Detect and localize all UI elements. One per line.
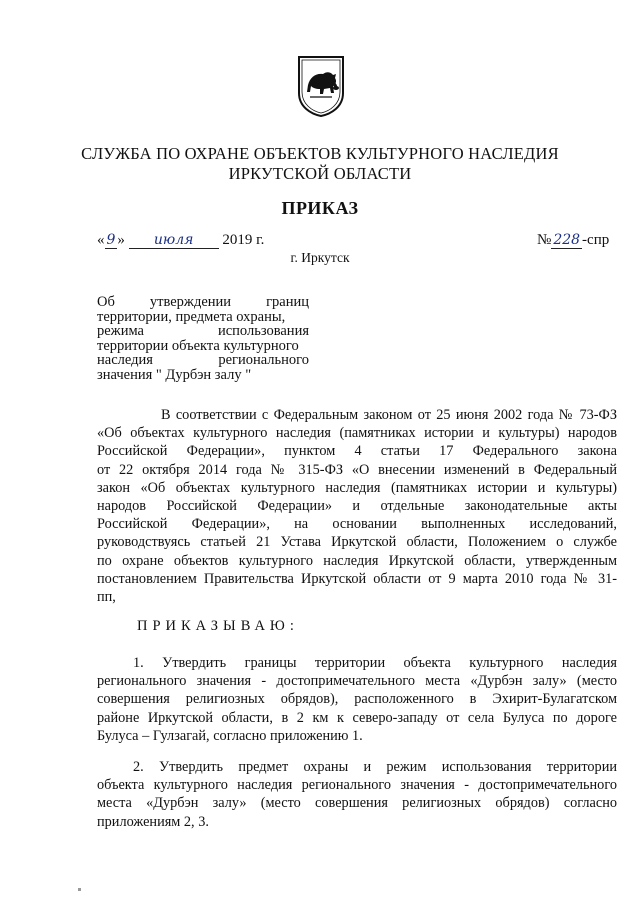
text-line: приложениям 2, 3. <box>97 813 209 830</box>
preamble-paragraph <box>97 406 617 606</box>
document-subject <box>97 295 309 382</box>
date-quote-open: « <box>97 232 105 248</box>
text-line: места «Дурбэн залу» (место совершения религиозных обрядов) согласно <box>97 795 617 812</box>
text-line: постановлением Правительства Иркутской области от 9 марта 2010 года № 31- <box>97 570 617 587</box>
date-day-handwritten: 9 <box>106 232 116 248</box>
subject-line: наследия регионального <box>97 352 309 368</box>
date-quote-close: » <box>117 232 125 248</box>
coat-of-arms-icon <box>296 55 346 117</box>
date-month-handwritten: июля <box>129 232 219 249</box>
document-number <box>537 232 609 249</box>
order-item-2 <box>97 758 617 831</box>
scan-dot <box>78 888 81 891</box>
number-handwritten: 228 <box>553 232 581 248</box>
organization-name-line1: СЛУЖБА ПО ОХРАНЕ ОБЪЕКТОВ КУЛЬТУРНОГО НАСЛЕДИЯ <box>81 144 559 163</box>
subject-line: режима использования <box>97 323 309 339</box>
subject-line: территории объекта культурного <box>97 337 299 354</box>
text-line: Булуса – Гулзагай, согласно приложению 1. <box>97 727 363 744</box>
number-prefix: № <box>537 232 552 248</box>
text-line: районе Иркутской области, в 2 км к северо-западу от села Булуса по дороге <box>97 709 617 726</box>
document-city: г. Иркутск <box>290 250 350 265</box>
subject-line: значения " Дурбэн залу " <box>97 366 252 383</box>
text-line: пп, <box>97 588 116 605</box>
text-line: 1. Утвердить границы территории объекта культурного наследия <box>133 655 617 671</box>
text-line: 2. Утвердить предмет охраны и режим использования территории <box>133 759 617 775</box>
text-line: «Об объектах культурного наследия (памятниках истории и культуры) народов <box>97 425 617 442</box>
date-year: 2019 г. <box>222 232 265 248</box>
text-line: руководствуясь статьей 21 Устава Иркутской области, Положением о службе <box>97 534 617 551</box>
text-line: закон «Об объектах культурного наследия (памятниках истории и культуры) <box>97 479 617 496</box>
number-suffix: -спр <box>582 232 610 248</box>
text-line: Российской Федерации», на основании выполненных исследований, <box>97 516 617 533</box>
text-line: от 22 октября 2014 года № 315-ФЗ «О внесении изменений в Федеральный <box>97 461 617 478</box>
text-line: объекта культурного наследия регионального значения - достопримечательного <box>97 777 617 794</box>
order-item-1 <box>97 654 617 745</box>
organization-name-line2: ИРКУТСКОЙ ОБЛАСТИ <box>228 164 412 183</box>
text-line: совершения религиозных обрядов), расположенного в Эхирит-Булагатском <box>97 691 617 708</box>
document-date <box>97 232 264 249</box>
subject-line: Об утверждении границ <box>97 294 309 310</box>
text-line: В соответствии с Федеральным законом от 25 июня 2002 года № 73-ФЗ <box>161 407 617 423</box>
subject-line: территории, предмета охраны, <box>97 308 286 325</box>
document-title: ПРИКАЗ <box>281 198 359 218</box>
text-line: народов Российской Федерации» и отдельные законодательные акты <box>97 497 617 514</box>
order-heading: ПРИКАЗЫВАЮ: <box>137 618 299 634</box>
text-line: Российской Федерации», пунктом 4 статьи 17 Федерального закона <box>97 443 617 460</box>
text-line: регионального значения - достопримечательного места «Дурбэн залу» (место <box>97 673 617 690</box>
text-line: по охране объектов культурного наследия Иркутской области, утвержденным <box>97 552 617 569</box>
